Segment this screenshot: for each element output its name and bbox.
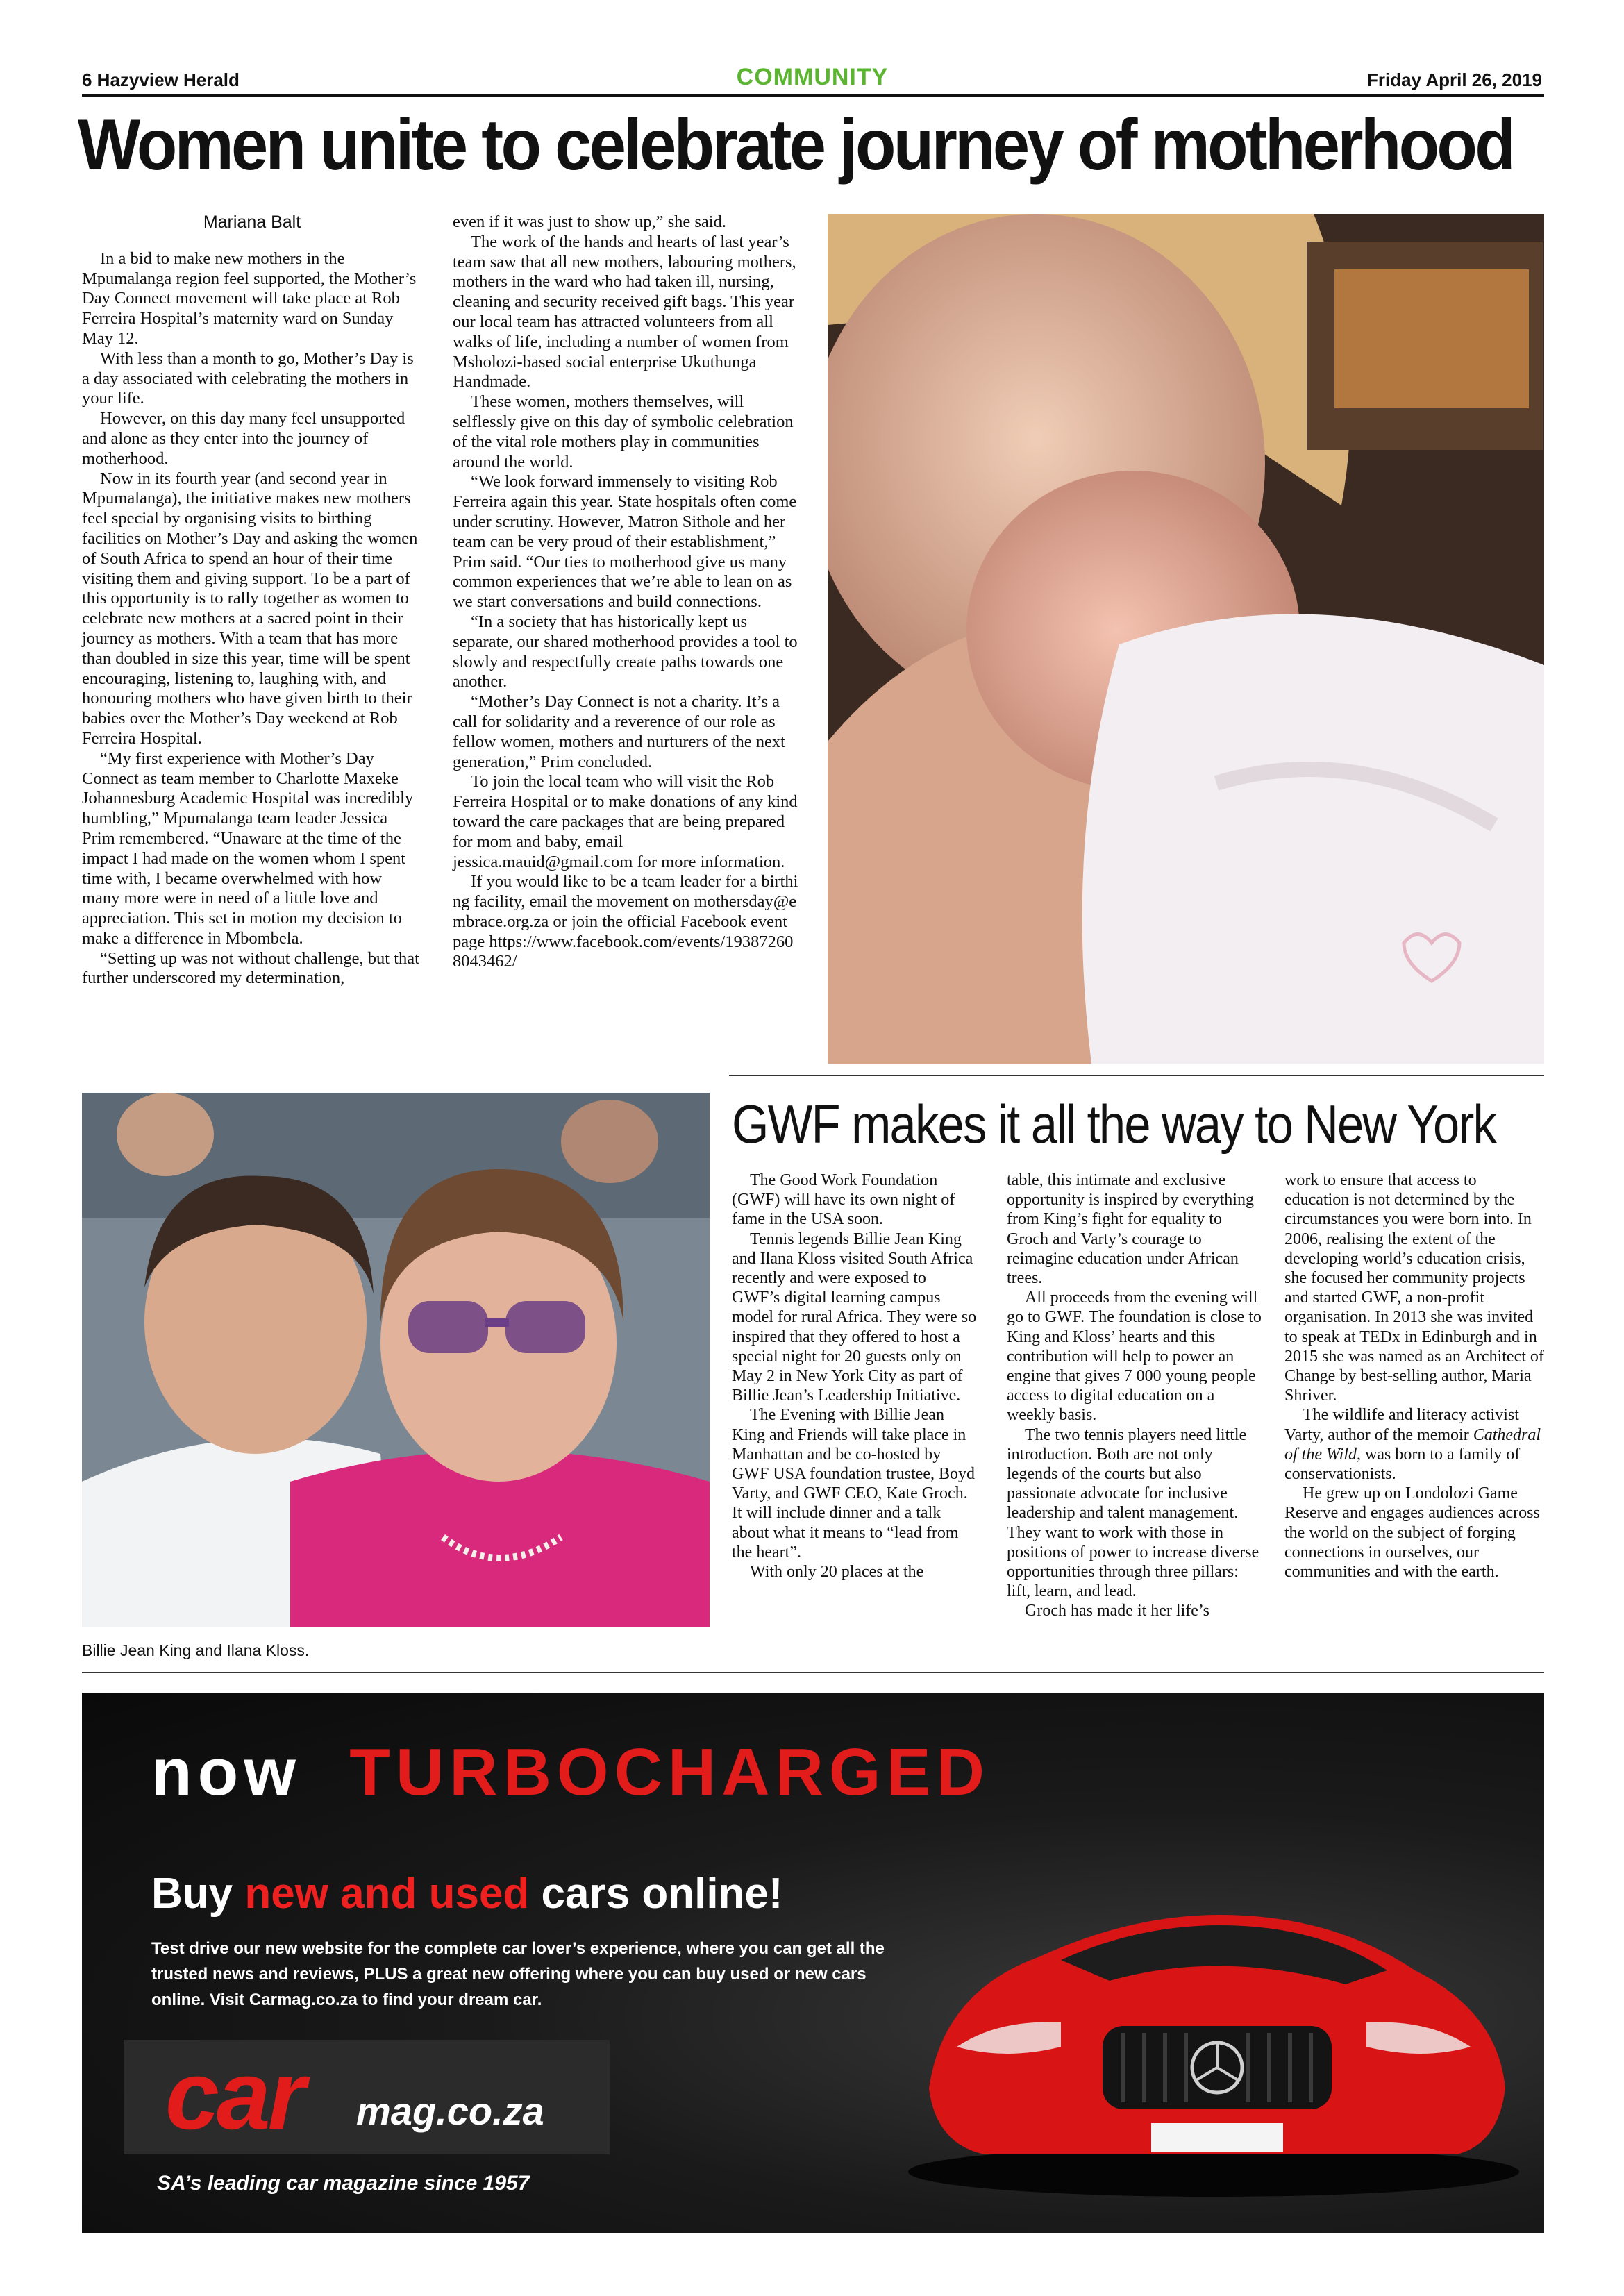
article2-column-1 bbox=[732, 1171, 978, 1582]
paragraph: In a bid to make new mothers in the Mpumalanga region feel supported, the Mother’s Day Connect movement will take place at Rob Ferreira Hospital’s maternity ward on Sunday May 12. bbox=[82, 249, 417, 348]
advert-tagline: SA’s leading car magazine since 1957 bbox=[157, 2172, 530, 2195]
issue-date: Friday April 26, 2019 bbox=[1367, 69, 1542, 90]
paragraph: work to ensure that access to education is not determined by the circumstances you were born into. In 2006, realising the extent of the developing world’s education crisis, she focused her community projects and started GWF, a non-profit organisation. In 2013 she was invited to speak at TEDx in Edinburgh and in 2015 she was named as an Architect of Change by best-selling author, Maria Shriver. bbox=[1284, 1171, 1544, 1405]
carmag-logo-car: car bbox=[165, 2041, 303, 2150]
paragraph: These women, mothers themselves, will selflessly give on this day of symbolic celebration of the vital role mothers play in communities around the world. bbox=[453, 392, 794, 471]
paragraph: table, this intimate and exclusive opportunity is inspired by everything from King’s fight for equality to Groch and Varty’s courage to reimagine education under African trees. bbox=[1007, 1171, 1254, 1288]
paragraph: If you would like to be a team leader for a birthing facility, email the movement on mothersday@embrace.org.za or join the official Facebook event page https://www.facebook.com/events/193872608043462/ bbox=[453, 872, 798, 971]
paragraph: All proceeds from the evening will go to GWF. The foundation is close to King and Kloss’ hearts and this contribution will help to power an engine that gives 7 000 young people access to digital education on a weekly basis. bbox=[1007, 1289, 1262, 1425]
paragraph: Now in its fourth year (and second year in Mpumalanga), the initiative makes new mothers feel special by organising visits to birthing facilities on Mother’s Day and asking the women of South Africa to spend an hour of their time visiting them and giving support. To be a part of this opportunity is to rally together as women to celebrate new mothers at a sacred point in their journey as mothers. With a team that has more than doubled in size this year, time will be spent encouraging, listening to, laughing with, and honouring mothers who have given birth to their babies over the Mother’s Day weekend at Rob Ferreira Hospital. bbox=[82, 469, 418, 748]
article1-column-2 bbox=[453, 212, 800, 972]
paragraph: To join the local team who will visit the Rob Ferreira Hospital or to make donations of any kind toward the care packages that are being prepared for mom and baby, email jessica.mauid@gmail.com for more information. bbox=[453, 772, 798, 871]
paragraph: “Setting up was not without challenge, but that further underscored my determination, bbox=[82, 948, 419, 988]
section-label: COMMUNITY bbox=[736, 64, 889, 90]
advert-turbocharged: TURBOCHARGED bbox=[349, 1735, 990, 1809]
paragraph: Groch has made it her life’s bbox=[1025, 1602, 1209, 1620]
text-run: , was born to a family of conservationists. bbox=[1284, 1445, 1521, 1484]
mother-baby-illustration bbox=[828, 214, 1544, 1064]
paragraph: With only 20 places at the bbox=[750, 1563, 924, 1582]
text-run: Buy bbox=[151, 1870, 245, 1918]
article2-column-2 bbox=[1007, 1171, 1264, 1621]
paragraph: He grew up on Londolozi Game Reserve and engages audiences across the world on the subject of forging connections in ourselves, our communities and with the earth. bbox=[1284, 1484, 1540, 1582]
article2-top-rule bbox=[729, 1075, 1544, 1076]
paragraph: “We look forward immensely to visiting Rob Ferreira again this year. State hospitals often come under scrutiny. However, Matron Sithole and her team can be very proud of their establishment,” Prim said. “Our ties to motherhood give us many common experiences that we’re able to lean on as we start conversations and build connections. bbox=[453, 472, 797, 612]
photo-caption: Billie Jean King and Ilana Kloss. bbox=[82, 1641, 310, 1659]
main-headline: Women unite to celebrate journey of motherhood bbox=[78, 105, 1513, 185]
page-folio: 6 Hazyview Herald bbox=[82, 69, 240, 90]
paragraph: The two tennis players need little introduction. Both are not only legends of the courts but also passionate advocate for inclusive leadership and talent management. They want to work with those in positions of power to increase diverse opportunities through three pillars: lift, learn, and lead. bbox=[1007, 1425, 1259, 1601]
carmag-logo-domain: mag.co.za bbox=[356, 2089, 544, 2133]
tennis-legends-illustration bbox=[82, 1093, 710, 1627]
paragraph: The Evening with Billie Jean King and Friends will take place in Manhattan and be co-hosted by GWF USA foundation trustee, Boyd Varty, and GWF CEO, Kate Groch. It will include dinner and a talk about what it means to “lead from the heart”. bbox=[732, 1406, 975, 1561]
byline: Mariana Balt bbox=[203, 212, 301, 232]
paragraph: even if it was just to show up,” she said. bbox=[453, 212, 726, 231]
advert-top-rule bbox=[82, 1672, 1544, 1673]
advert-now: now bbox=[151, 1735, 301, 1809]
header-rule bbox=[82, 94, 1544, 97]
paragraph: With less than a month to go, Mother’s Day is a day associated with celebrating the mothers in your life. bbox=[82, 349, 414, 408]
paragraph: Tennis legends Billie Jean King and Ilana Kloss visited South Africa recently and were exposed to GWF’s digital learning campus model for rural Africa. They were so inspired that they offered to host a special night for 20 guests only on May 2 in New York City as part of Billie Jean’s Leadership Initiative. bbox=[732, 1230, 977, 1405]
advert-copy: Test drive our new website for the complete car lover’s experience, where you can get all the trusted news and reviews, PLUS a great new offering where you can buy used or new cars online. Visit Carmag.co.za to find your dream car. bbox=[151, 1939, 885, 2009]
article2-column-3 bbox=[1284, 1171, 1544, 1582]
book-title: Cathedral of the Wild bbox=[1284, 1425, 1541, 1464]
text-run: The wildlife and literacy activist Varty, author of the memoir bbox=[1284, 1406, 1519, 1444]
paragraph: However, on this day many feel unsupported and alone as they enter into the journey of motherhood. bbox=[82, 409, 405, 468]
red-sports-car-image bbox=[901, 1838, 1526, 2199]
paragraph: The Good Work Foundation (GWF) will have its own night of fame in the USA soon. bbox=[732, 1171, 955, 1229]
article2-headline: GWF makes it all the way to New York bbox=[732, 1093, 1496, 1155]
paragraph: “Mother’s Day Connect is not a charity. It’s a call for solidarity and a reverence of our role as fellow women, mothers and nurturers of the next generation,” Prim concluded. bbox=[453, 692, 785, 771]
article1-column-1 bbox=[82, 212, 422, 989]
mother-baby-photo bbox=[828, 214, 1544, 1064]
text-run-highlight: new and used bbox=[244, 1870, 530, 1918]
advert-slogan bbox=[151, 1734, 990, 1811]
carmag-advert bbox=[82, 1693, 1544, 2233]
paragraph: The work of the hands and hearts of last year’s team saw that all new mothers, labouring mothers, mothers in the ward who had taken ill, nursing, cleaning and security received gift bags. This year our local team has attracted volunteers from all walks of life, including a number of women from Msholozi-based social enterprise Ukuthunga Handmade. bbox=[453, 232, 796, 392]
advert-headline bbox=[151, 1869, 783, 1918]
billie-jean-king-photo bbox=[82, 1093, 710, 1627]
paragraph bbox=[1284, 1405, 1544, 1484]
paragraph: “In a society that has historically kept us separate, our shared motherhood provides a tool to slowly and respectfully create paths towards one another. bbox=[453, 612, 798, 692]
text-run: cars online! bbox=[529, 1870, 783, 1918]
paragraph: “My first experience with Mother’s Day Connect as team member to Charlotte Maxeke Johannesburg Academic Hospital was incredibly humbling,” Mpumalanga team leader Jessica Prim remembered. “Unaware at the time of the impact I had made on the women whom I spent time with, I became overwhelmed with how many more were in need of a little love and appreciation. This set in motion my decision to make a difference in Mbombela. bbox=[82, 748, 414, 948]
